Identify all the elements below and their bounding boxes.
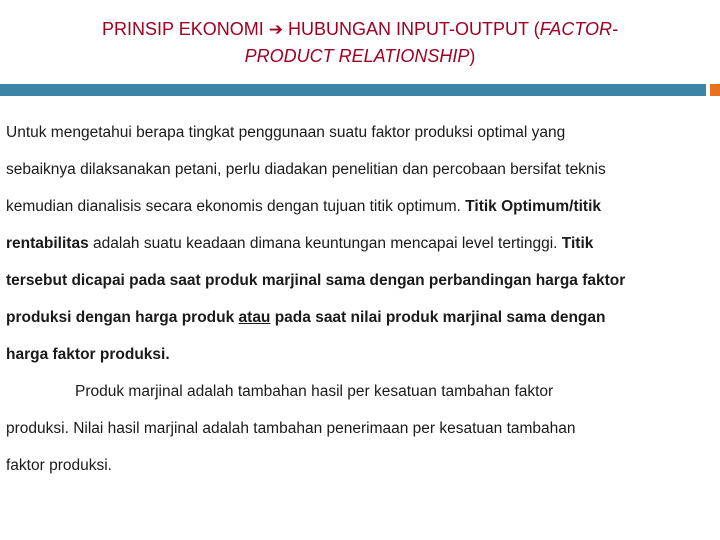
title-text-prinsip: PRINSIP EKONOMI	[102, 19, 269, 39]
body-bold-span: pada saat nilai produk marjinal sama dengan	[270, 309, 606, 326]
body-text	[6, 114, 712, 484]
body-bold-span: Titik Optimum/titik	[465, 198, 601, 215]
title-divider-bar	[0, 84, 706, 96]
body-line	[6, 114, 712, 151]
body-line	[6, 188, 712, 225]
body-text-span: Produk marjinal adalah tambahan hasil per kesatuan tambahan faktor	[75, 383, 554, 400]
body-bold-span: Titik	[561, 235, 594, 252]
body-underline-span: atau	[238, 309, 271, 326]
body-text-span: kemudian dianalisis secara ekonomis dengan tujuan titik optimum.	[6, 198, 466, 215]
body-bold-span: produksi dengan harga produk	[6, 309, 239, 326]
body-line-indented	[6, 373, 712, 410]
body-bold-span: tersebut dicapai pada saat produk marjinal sama dengan perbandingan harga faktor	[6, 272, 626, 289]
title-close-paren: )	[469, 46, 476, 66]
body-bold-span: harga faktor produksi.	[6, 346, 170, 363]
body-line	[6, 410, 712, 447]
body-text-span: Untuk mengetahui berapa tingkat penggunaan suatu faktor produksi optimal yang	[6, 124, 566, 141]
body-bold-span: rentabilitas	[6, 235, 89, 252]
title-text-hubungan: HUBUNGAN INPUT-OUTPUT (	[282, 19, 540, 39]
body-line	[6, 447, 712, 484]
body-line	[6, 299, 712, 336]
body-text-span: faktor produksi.	[6, 457, 112, 474]
body-line	[6, 151, 712, 188]
body-text-span: adalah suatu keadaan dimana keuntungan mencapai level tertinggi.	[88, 235, 562, 252]
title-italic-factor: FACTOR-	[539, 19, 618, 39]
title-italic-relationship: PRODUCT RELATIONSHIP	[244, 46, 470, 66]
slide-title	[10, 16, 710, 69]
title-line-1	[10, 16, 710, 43]
body-text-span: sebaiknya dilaksanakan petani, perlu diadakan penelitian dan percobaan bersifat teknis	[6, 161, 606, 178]
body-line	[6, 262, 712, 299]
body-line	[6, 225, 712, 262]
body-text-span: produksi. Nilai hasil marjinal adalah tambahan penerimaan per kesatuan tambahan	[6, 420, 576, 437]
body-line	[6, 336, 712, 373]
right-arrow-icon: ➔	[268, 20, 283, 39]
accent-square	[710, 84, 720, 96]
title-line-2	[10, 43, 710, 69]
